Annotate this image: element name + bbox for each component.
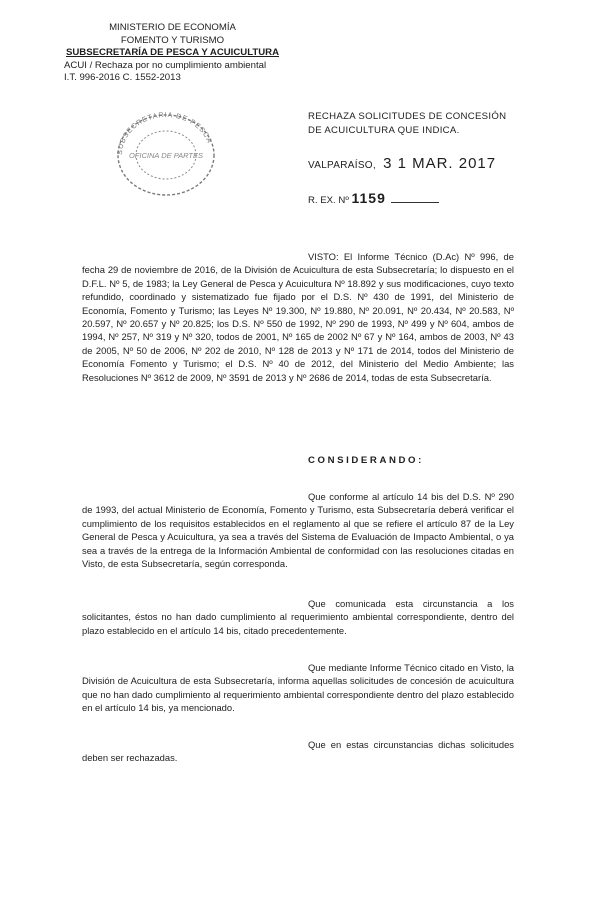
place-name: VALPARAÍSO, (308, 160, 376, 171)
stamp-center-text: OFICINA DE PARTES (128, 151, 204, 160)
resolution-number (308, 190, 439, 206)
considerando-paragraph-3 (82, 661, 514, 715)
letterhead (60, 22, 285, 85)
subsecretaria-name: SUBSECRETARÍA DE PESCA Y ACUICULTURA (65, 47, 280, 58)
reference-line-2: I.T. 996-2016 C. 1552-2013 (64, 72, 181, 83)
resolution-number-value: 1159 (351, 190, 386, 206)
considerando-text: Que conforme al artículo 14 bis del D.S. Nº 290 de 1993, del actual Ministerio de Economía, Fomento y Turismo, esta Subsecretaría deberá verificar el cumplimiento de los requisitos establecidos en el reglamento al que se refiere el artículo 87 de la Ley General de Pesca y Acuicultura, ya sea a través del Sistema de Evaluación de Impacto Ambiental, o ya sea a través de la entrega de la Información Ambiental de conformidad con las resoluciones citadas en Visto, de esta Subsecretaría, según corresponda. (82, 491, 514, 570)
issue-date-stamp: 3 1 MAR. 2017 (383, 155, 497, 172)
considerando-heading: CONSIDERANDO: (308, 455, 424, 466)
ministry-name-line2: FOMENTO Y TURISMO (120, 34, 225, 46)
considerando-text: Que en estas circunstancias dichas solicitudes deben ser rechazadas. (82, 739, 514, 764)
ministry-name: MINISTERIO DE ECONOMÍA (109, 22, 236, 33)
reference-line-1: ACUI / Rechaza por no cumplimiento ambiental (64, 59, 267, 71)
visto-paragraph (82, 250, 514, 384)
considerando-paragraph-2 (82, 597, 514, 637)
considerando-paragraph-4 (82, 738, 514, 765)
considerando-paragraph-1 (82, 490, 514, 570)
visto-text: VISTO: El Informe Técnico (D.Ac) Nº 996, de fecha 29 de noviembre de 2016, de la División de Acuicultura de esta Subsecretaría; lo dispuesto en el D.F.L. Nº 5, de 1983; la Ley General de Pesca y Acuicultura Nº 18.892 y sus modificaciones, cuyo texto refundido, coordinado y sistematizado fue fijado por el D.S. Nº 430 de 1991, del Ministerio de Economía, Fomento y Turismo; las Leyes Nº 19.300, Nº 19.880, Nº 20.091, Nº 20.434, Nº 20.583, Nº 20.597, Nº 20.657 y Nº 20.825; los D.S. Nº 550 de 1992, Nº 290 de 1993, Nº 499 y Nº 604, ambos de 1994, Nº 257, Nº 319 y Nº 320, todos de 2001, Nº 165 de 2002 Nº 67 y Nº 164, ambos de 2003, Nº 43 de 2005, Nº 50 de 2006, Nº 202 de 2010, Nº 128 de 2013 y Nº 171 de 2014, todos del Ministerio de Economía Fomento y Turismo; el D.S. Nº 40 de 2012, del Ministerio del Medio Ambiente; las Resoluciones Nº 3612 de 2009, Nº 3591 de 2013 y Nº 2686 de 2014, todas de esta Subsecretaría. (82, 251, 514, 383)
considerando-text: Que mediante Informe Técnico citado en Visto, la División de Acuicultura de esta Subsecretaría, informa aquellas solicitudes de concesión de acuicultura que no han dado cumplimiento al requerimiento ambiental correspondiente dentro del plazo establecido en el artículo 14 bis, ya mencionado. (82, 662, 514, 714)
considerando-text: Que comunicada esta circunstancia a los solicitantes, éstos no han dado cumplimiento al requerimiento ambiental correspondiente, dentro del plazo establecido en el artículo 14 bis, citado precedentemente. (82, 598, 514, 636)
resolution-number-line (391, 202, 439, 203)
place-and-date (308, 155, 496, 172)
resolution-prefix: R. EX. Nº (308, 195, 349, 206)
svg-text:SUBSECRETARIA DE PESCA (117, 112, 213, 155)
office-stamp (110, 110, 222, 200)
document-subject: RECHAZA SOLICITUDES DE CONCESIÓN DE ACUICULTURA QUE INDICA. (308, 111, 507, 136)
stamp-outer-text: SUBSECRETARIA DE PESCA (116, 111, 213, 156)
